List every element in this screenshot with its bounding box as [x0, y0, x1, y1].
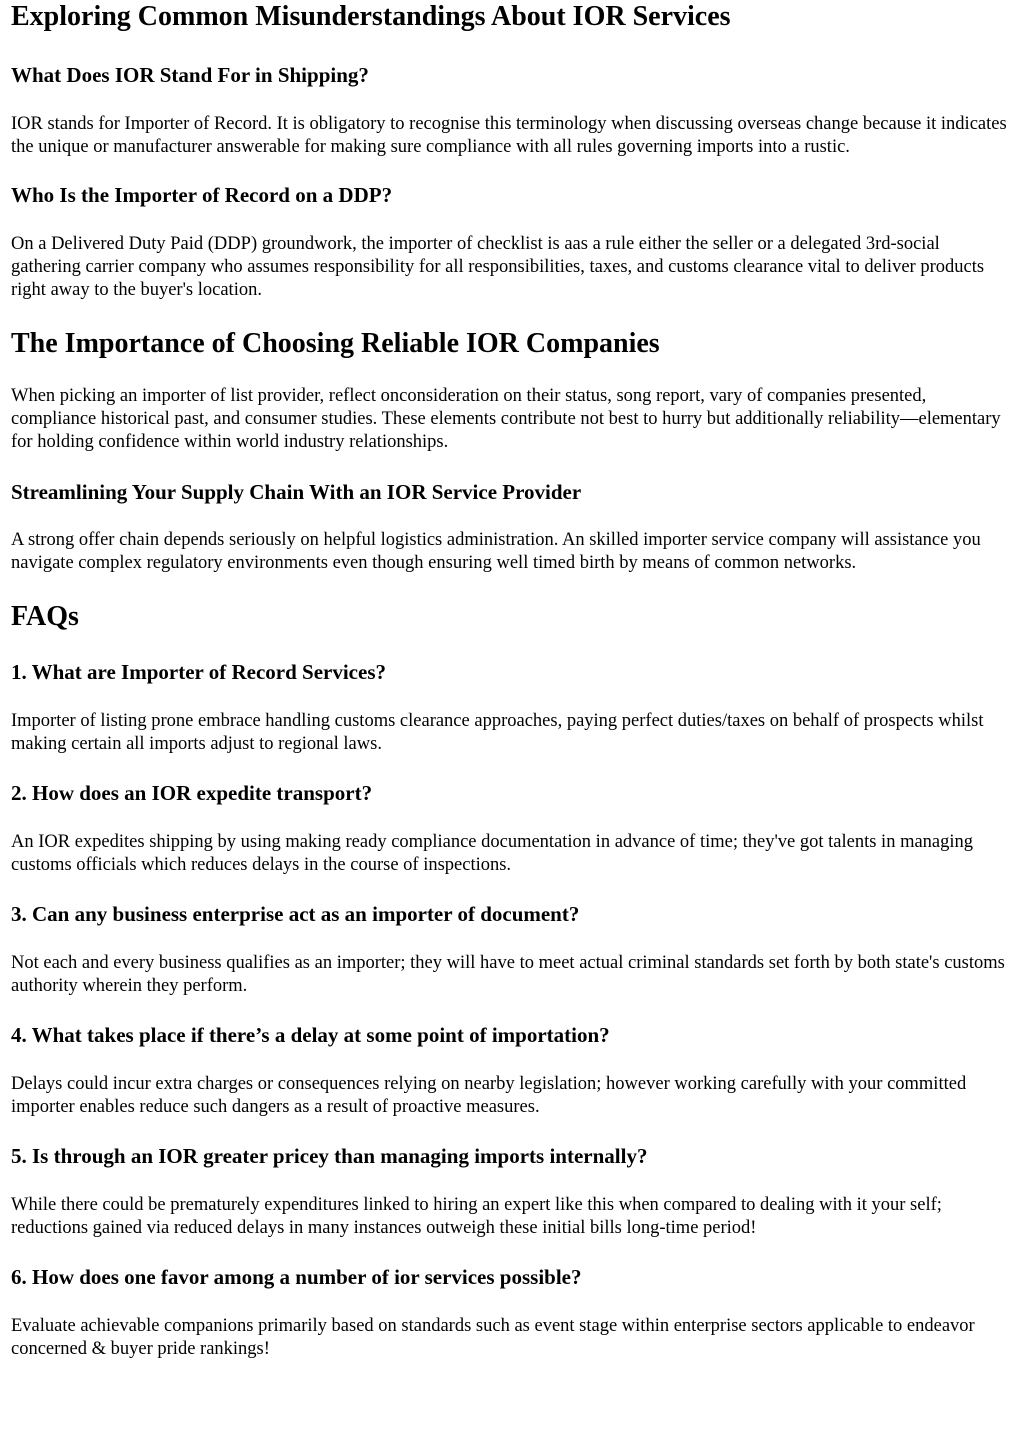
heading-exploring-misunderstandings: Exploring Common Misunderstandings About IOR Services [11, 1, 731, 32]
faq-question-1: 1. What are Importer of Record Services? [11, 660, 386, 684]
paragraph-supply-chain: A strong offer chain depends seriously on helpful logistics administration. An skilled importer service company will assistance you navigate complex regulatory environments even though ensuring well timed birth by means of common networks. [11, 530, 981, 573]
heading-importance-reliable-ior: The Importance of Choosing Reliable IOR Companies [11, 328, 660, 359]
faq-question-6: 6. How does one favor among a number of ior services possible? [11, 1265, 582, 1289]
paragraph-choosing-provider: When picking an importer of list provider, reflect onconsideration on their status, song report, vary of companies presented, compliance historical past, and consumer studies. These elements contribute not best to hurry but additionally reliability—elementary for holding confidence within world industry relationships. [11, 386, 1001, 452]
paragraph-ddp: On a Delivered Duty Paid (DDP) groundwork, the importer of checklist is aas a rule either the seller or a delegated 3rd-social gathering carrier company who assumes responsibility for all responsibilities, taxes, and customs clearance vital to deliver products right away to the buyer's location. [11, 234, 985, 300]
heading-who-is-importer-ddp: Who Is the Importer of Record on a DDP? [11, 183, 393, 207]
paragraph-ior-definition: IOR stands for Importer of Record. It is obligatory to recognise this terminology when discussing overseas change because it indicates the unique or manufacturer answerable for making sure compliance with all rules governing imports into a rustic. [11, 114, 1007, 157]
faq-answer-2: An IOR expedites shipping by using making ready compliance documentation in advance of time; they've got talents in managing customs officials which reduces delays in the course of inspections. [11, 832, 974, 875]
heading-faqs: FAQs [11, 601, 79, 632]
heading-what-does-ior-stand-for: What Does IOR Stand For in Shipping? [11, 63, 369, 87]
faq-question-2: 2. How does an IOR expedite transport? [11, 781, 373, 805]
faq-answer-1: Importer of listing prone embrace handling customs clearance approaches, paying perfect duties/taxes on behalf of prospects whilst making certain all imports adjust to regional laws. [11, 711, 984, 754]
faq-answer-5: While there could be prematurely expenditures linked to hiring an expert like this when compared to dealing with it your self; reductions gained via reduced delays in many instances outweigh these initial bills long-time period! [11, 1195, 942, 1238]
faq-question-4: 4. What takes place if there’s a delay at some point of importation? [11, 1023, 610, 1047]
faq-answer-6: Evaluate achievable companions primarily based on standards such as event stage within enterprise sectors applicable to endeavor concerned & buyer pride rankings! [11, 1316, 975, 1359]
faq-answer-4: Delays could incur extra charges or consequences relying on nearby legislation; however working carefully with your committed importer enables reduce such dangers as a result of proactive measures. [11, 1074, 967, 1117]
faq-question-3: 3. Can any business enterprise act as an importer of document? [11, 902, 580, 926]
article [0, 1, 1024, 1361]
faq-answer-3: Not each and every business qualifies as an importer; they will have to meet actual criminal standards set forth by both state's customs authority wherein they perform. [11, 953, 1005, 996]
faq-question-5: 5. Is through an IOR greater pricey than managing imports internally? [11, 1144, 648, 1168]
heading-streamlining-supply-chain: Streamlining Your Supply Chain With an IOR Service Provider [11, 480, 582, 504]
